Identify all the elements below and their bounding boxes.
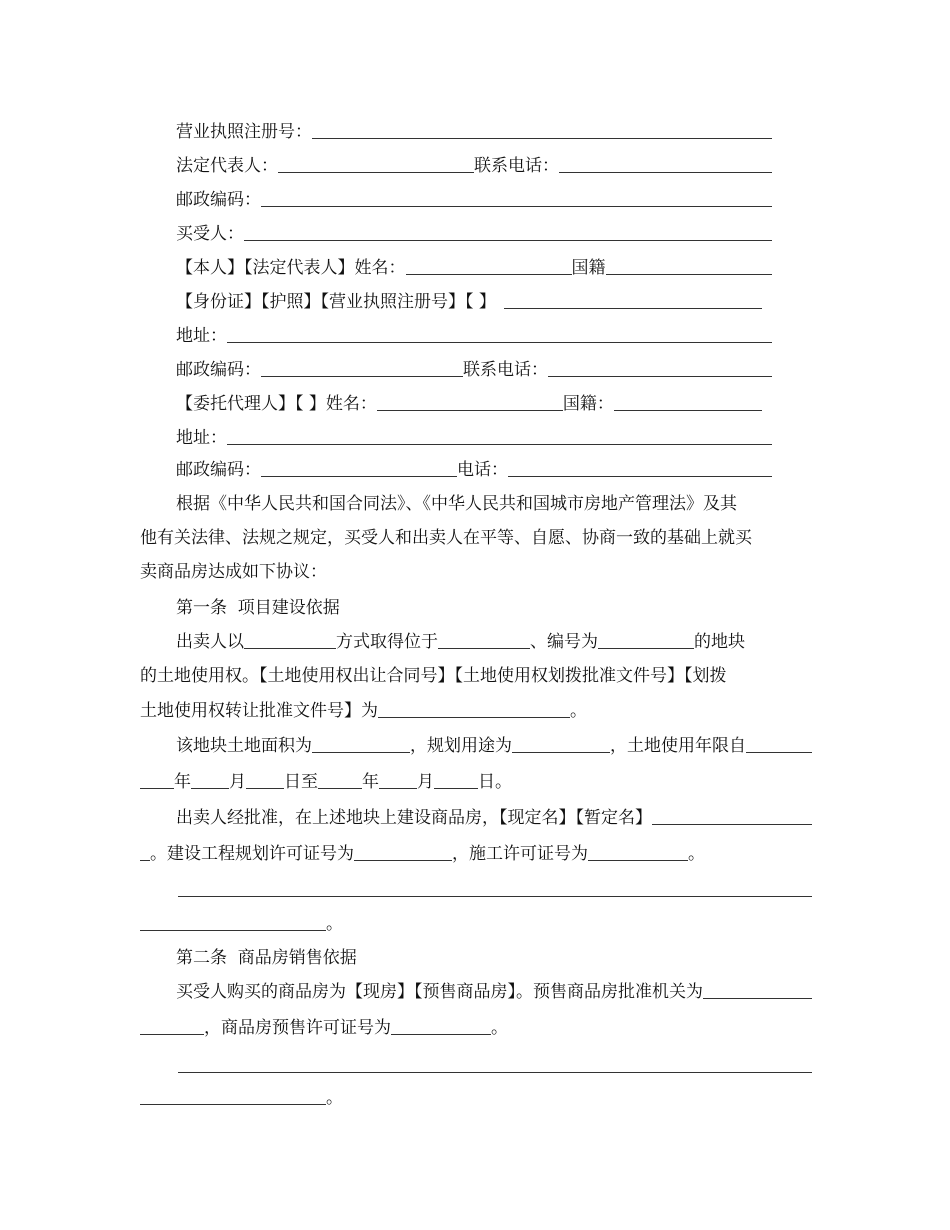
preamble-text-3: 卖商品房达成如下协议： xyxy=(140,562,327,582)
agent-row xyxy=(176,390,762,414)
preamble-line-2 xyxy=(140,524,752,548)
article-1-p1-line1 xyxy=(176,628,812,652)
business-license-blank[interactable] xyxy=(312,122,772,139)
buyer-row xyxy=(176,220,772,244)
business-license-row xyxy=(176,118,772,142)
identity-row xyxy=(176,254,772,278)
text: 方式取得位于 xyxy=(336,632,438,652)
postal-label: 邮政编码： xyxy=(176,190,261,210)
nationality2-blank[interactable] xyxy=(614,394,762,411)
text: 的土地使用权。【土地使用权出让合同号】【土地使用权划拨批准文件号】【划拨 xyxy=(140,666,727,686)
postal3-blank[interactable] xyxy=(261,460,457,477)
text: 日至 xyxy=(284,772,318,792)
day-start-blank[interactable] xyxy=(246,772,284,789)
project-name-blank-b[interactable] xyxy=(140,844,150,861)
text: 买受人购买的商品房为【现房】【预售商品房】。预售商品房批准机关为 xyxy=(176,982,703,1002)
text: ，土地使用年限自 xyxy=(610,736,746,756)
phone3-label: 电话： xyxy=(457,460,508,480)
text: 。 xyxy=(326,914,343,934)
text: 。 xyxy=(491,1018,508,1038)
day-end-blank[interactable] xyxy=(434,772,478,789)
postal2-blank[interactable] xyxy=(261,360,463,377)
address2-row xyxy=(176,424,772,448)
preamble-line-3 xyxy=(140,558,327,582)
preamble-text-1: 根据《中华人民共和国合同法》、《中华人民共和国城市房地产管理法》及其 xyxy=(176,494,737,514)
text: 、编号为 xyxy=(530,632,598,652)
text: 月 xyxy=(417,772,434,792)
location-blank[interactable] xyxy=(438,632,530,649)
plot-number-blank[interactable] xyxy=(598,632,694,649)
article-2-supplement-blank-b[interactable] xyxy=(140,1088,326,1105)
article-2-heading: 第二条 商品房销售依据 xyxy=(176,948,357,968)
article-1-supplement-blank-a[interactable] xyxy=(178,880,812,897)
land-area-blank[interactable] xyxy=(312,736,410,753)
presale-permit-blank[interactable] xyxy=(391,1018,491,1035)
phone-label: 联系电话： xyxy=(474,156,559,176)
phone2-blank[interactable] xyxy=(548,360,772,377)
text: 年 xyxy=(174,772,191,792)
text: 年 xyxy=(362,772,379,792)
text: 土地使用权转让批准文件号】为 xyxy=(140,701,378,721)
id-number-blank[interactable] xyxy=(504,292,762,309)
legal-rep-blank[interactable] xyxy=(278,156,474,173)
month-start-blank[interactable] xyxy=(191,772,229,789)
id-type-row xyxy=(176,288,762,312)
article-2-title xyxy=(176,944,357,968)
address-row xyxy=(176,322,772,346)
text: 出卖人经批准，在上述地块上建设商品房，【现定名】【暂定名】 xyxy=(176,808,652,828)
name-blank[interactable] xyxy=(406,258,572,275)
text: 。建设工程规划许可证号为 xyxy=(150,844,354,864)
article-1-p3-line1 xyxy=(176,804,812,828)
article-2-supplement-blank-a[interactable] xyxy=(178,1056,812,1073)
text: 日。 xyxy=(478,772,512,792)
article-1-p4-line2 xyxy=(140,910,343,934)
permit-number-blank[interactable] xyxy=(378,701,570,718)
preamble-text-2: 他有关法律、法规之规定，买受人和出卖人在平等、自愿、协商一致的基础上就买 xyxy=(140,528,752,548)
agent-name-blank[interactable] xyxy=(377,394,563,411)
year-start-blank-a[interactable] xyxy=(746,736,812,753)
article-1-p1-line3 xyxy=(140,697,587,721)
address-blank[interactable] xyxy=(227,326,772,343)
business-license-label: 营业执照注册号： xyxy=(176,122,312,142)
article-1-heading: 第一条 项目建设依据 xyxy=(176,598,340,618)
article-2-p2-line1 xyxy=(178,1052,812,1076)
text: ，施工许可证号为 xyxy=(452,844,588,864)
article-2-p2-line2 xyxy=(140,1084,343,1108)
postal2-row xyxy=(176,356,772,380)
buyer-label: 买受人： xyxy=(176,224,244,244)
text: 该地块土地面积为 xyxy=(176,736,312,756)
project-name-blank-a[interactable] xyxy=(652,808,812,825)
year-end-blank[interactable] xyxy=(318,772,362,789)
nationality-blank[interactable] xyxy=(606,258,773,275)
legal-rep-row xyxy=(176,152,772,176)
identity-label: 【本人】【法定代表人】姓名： xyxy=(176,258,406,278)
address2-label: 地址： xyxy=(176,428,227,448)
text: 。 xyxy=(326,1088,343,1108)
address-label: 地址： xyxy=(176,326,227,346)
planning-permit-blank[interactable] xyxy=(354,844,452,861)
article-2-p1-line1 xyxy=(176,978,812,1002)
article-1-p3-line2 xyxy=(140,840,705,864)
article-1-p4-line1 xyxy=(178,876,812,900)
address2-blank[interactable] xyxy=(227,428,772,445)
article-1-p1-line2 xyxy=(140,662,727,686)
postal-blank[interactable] xyxy=(261,190,772,207)
legal-rep-label: 法定代表人： xyxy=(176,156,278,176)
month-end-blank[interactable] xyxy=(379,772,417,789)
year-start-blank-b[interactable] xyxy=(140,772,174,789)
nationality-label: 国籍 xyxy=(571,258,606,278)
text: ，商品房预售许可证号为 xyxy=(204,1018,391,1038)
phone-blank[interactable] xyxy=(559,156,772,173)
postal-row xyxy=(176,186,772,210)
approval-authority-blank-b[interactable] xyxy=(140,1018,204,1035)
article-1-supplement-blank-b[interactable] xyxy=(140,914,326,931)
construction-permit-blank[interactable] xyxy=(588,844,688,861)
approval-authority-blank-a[interactable] xyxy=(703,982,812,999)
article-1-p2-line1 xyxy=(176,732,812,756)
article-1-title xyxy=(176,594,340,618)
preamble-line-1 xyxy=(176,490,737,514)
text: 出卖人以 xyxy=(176,632,244,652)
postal2-label: 邮政编码： xyxy=(176,360,261,380)
acquire-method-blank[interactable] xyxy=(244,632,336,649)
phone3-blank[interactable] xyxy=(508,460,772,477)
text: ，规划用途为 xyxy=(410,736,512,756)
phone2-label: 联系电话： xyxy=(463,360,548,380)
nationality2-label: 国籍： xyxy=(562,394,614,414)
agent-label: 【委托代理人】【 】姓名： xyxy=(176,394,377,414)
buyer-blank[interactable] xyxy=(244,224,772,241)
land-use-blank[interactable] xyxy=(512,736,610,753)
text: 的地块 xyxy=(694,632,745,652)
postal3-row xyxy=(176,456,772,480)
id-type-label: 【身份证】【护照】【营业执照注册号】【 】 xyxy=(176,292,496,312)
text: 月 xyxy=(229,772,246,792)
article-1-p2-line2 xyxy=(140,768,512,792)
article-2-p1-line2 xyxy=(140,1014,508,1038)
postal3-label: 邮政编码： xyxy=(176,460,261,480)
text: 。 xyxy=(570,701,587,721)
text: 。 xyxy=(688,844,705,864)
